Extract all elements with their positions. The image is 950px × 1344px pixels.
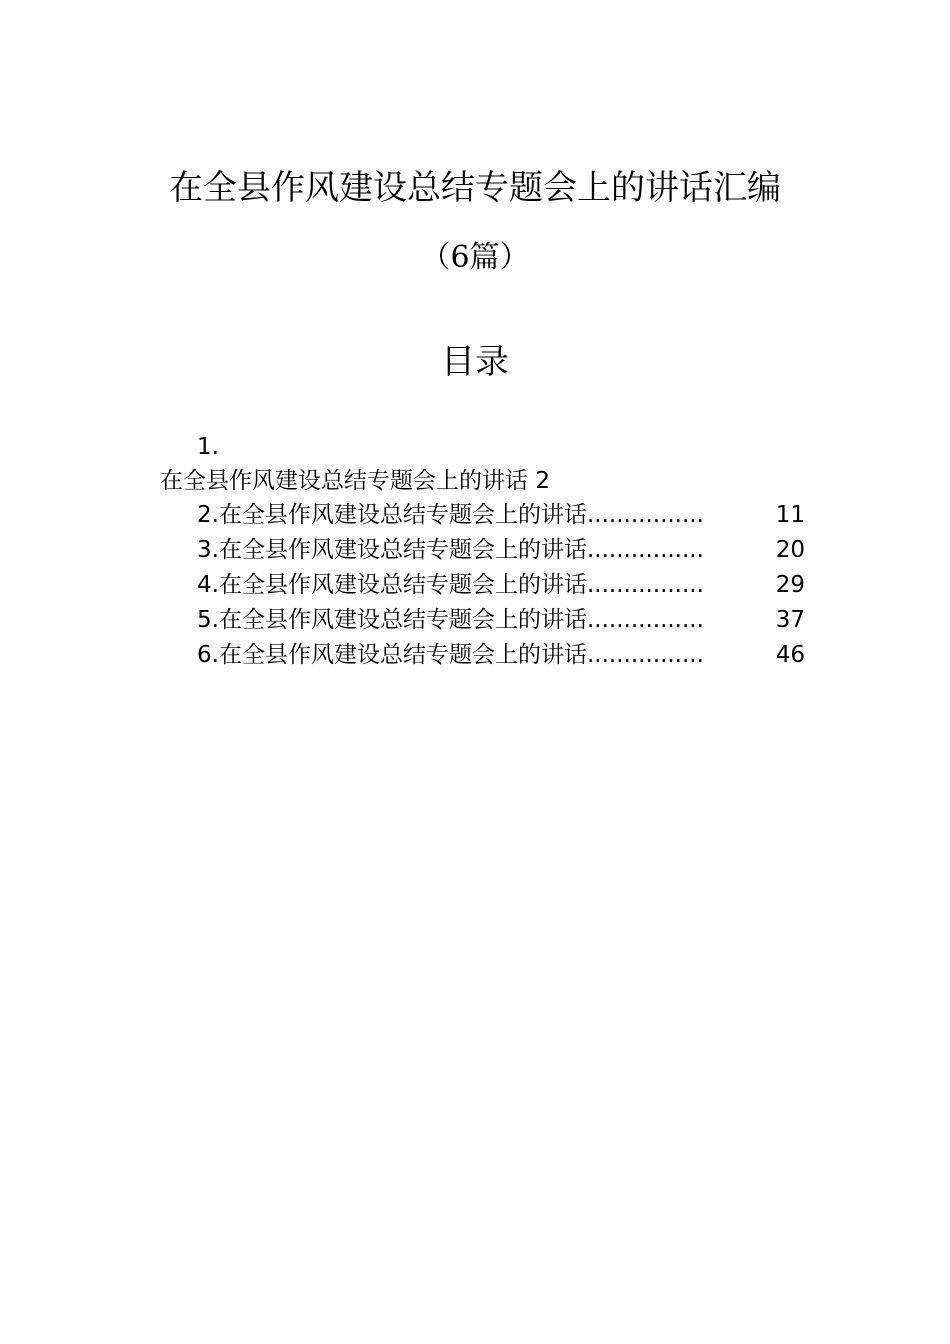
toc-heading: 目录 — [441, 342, 509, 382]
toc-leader-dots: ................ — [586, 642, 704, 668]
toc-entry-1[interactable] — [160, 464, 550, 498]
toc-leader-dots: ................ — [586, 502, 704, 528]
toc-leader-dots: ................ — [586, 572, 704, 598]
toc-entry-4[interactable] — [197, 568, 805, 602]
document-subtitle: （6篇） — [420, 240, 530, 275]
toc-entry-1-number[interactable]: 1. — [197, 434, 219, 460]
toc-leader-dots: ................ — [586, 607, 704, 633]
toc-entry-label: 在全县作风建设总结专题会上的讲话 — [160, 468, 528, 494]
toc-entry-label: 4.在全县作风建设总结专题会上的讲话 — [197, 572, 587, 598]
toc-entry-label: 3.在全县作风建设总结专题会上的讲话 — [197, 537, 587, 563]
toc-entry-label: 2.在全县作风建设总结专题会上的讲话 — [197, 502, 587, 528]
document-title: 在全县作风建设总结专题会上的讲话汇编 — [169, 168, 781, 208]
toc-entry-6[interactable] — [197, 638, 805, 672]
toc-entry-3[interactable] — [197, 533, 805, 567]
toc-entry-page: 20 — [775, 537, 805, 563]
toc-entry-page: 2 — [535, 468, 550, 494]
toc-entry-page: 29 — [775, 572, 805, 598]
toc-leader-dots: ................ — [586, 537, 704, 563]
toc-entry-2[interactable] — [197, 498, 805, 532]
toc-entry-label: 6.在全县作风建设总结专题会上的讲话 — [197, 642, 587, 668]
toc-entry-page: 11 — [775, 502, 805, 528]
toc-entry-label: 5.在全县作风建设总结专题会上的讲话 — [197, 607, 587, 633]
toc-entry-page: 46 — [775, 642, 805, 668]
toc-entry-5[interactable] — [197, 603, 805, 637]
toc-entry-page: 37 — [775, 607, 805, 633]
